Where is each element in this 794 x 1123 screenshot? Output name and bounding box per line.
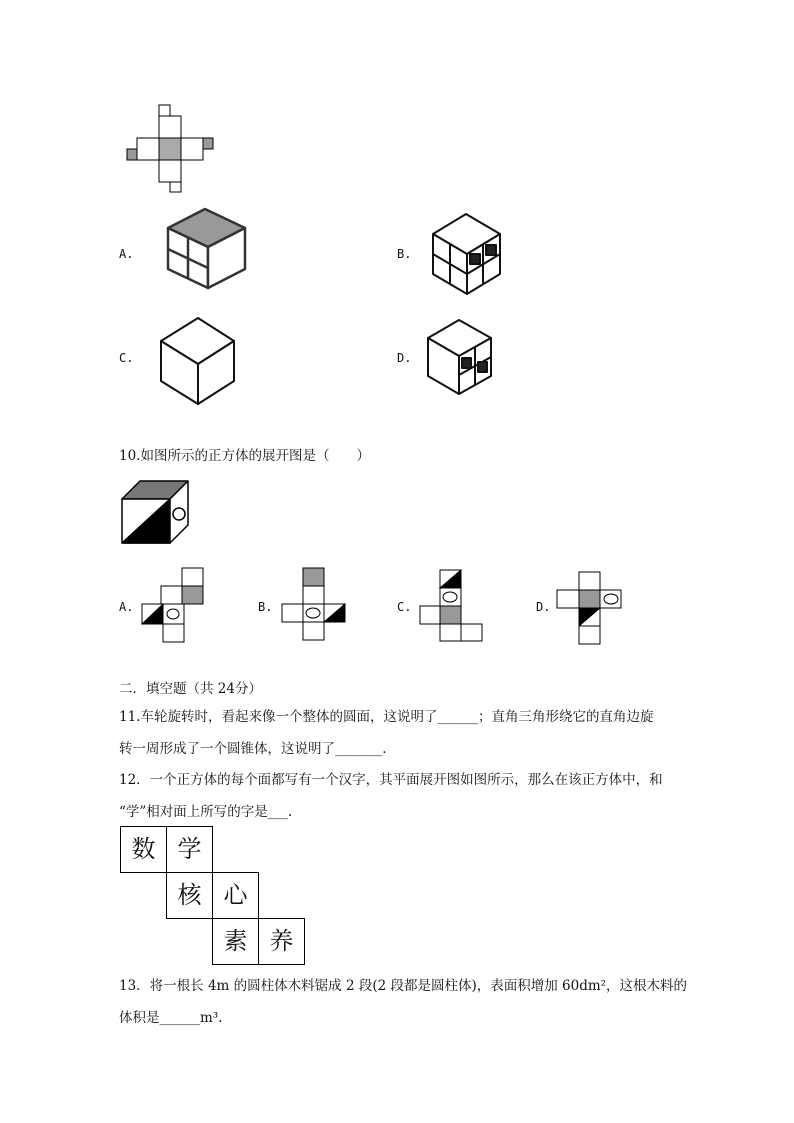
net-cell-xin: 心 bbox=[212, 872, 259, 919]
q12-character-net bbox=[120, 826, 310, 966]
q9-option-a-label[interactable]: A. bbox=[119, 247, 134, 261]
q13-line1: 13．将一根长 4m 的圆柱体木料锯成 2 段(2 段都是圆柱体)，表面积增加 60dm²，这根木料的 bbox=[119, 978, 688, 994]
net-cell-he: 核 bbox=[166, 872, 213, 919]
q10-option-d-label[interactable]: D. bbox=[536, 600, 551, 614]
q10-option-b-label[interactable]: B. bbox=[258, 600, 273, 614]
q10-option-b-net[interactable] bbox=[278, 566, 363, 646]
q9-option-b-cube[interactable] bbox=[430, 212, 525, 297]
q10-option-d-net[interactable] bbox=[555, 570, 650, 650]
q9-option-b-label[interactable]: B. bbox=[397, 247, 412, 261]
q12-line2: “学”相对面上所写的字是___. bbox=[119, 804, 293, 820]
net-cell-yang: 养 bbox=[258, 918, 305, 965]
q13-line2: 体积是______m³. bbox=[119, 1010, 223, 1026]
q9-option-c-label[interactable]: C. bbox=[119, 351, 134, 365]
net-cell-xue: 学 bbox=[166, 826, 213, 873]
q10-option-a-label[interactable]: A. bbox=[119, 600, 134, 614]
net-cell-su: 素 bbox=[212, 918, 259, 965]
q12-line1: 12．一个正方体的每个面都写有一个汉字，其平面展开图如图所示，那么在该正方体中，和 bbox=[119, 772, 663, 788]
q10-cube-figure bbox=[120, 479, 200, 547]
q9-option-d-label[interactable]: D. bbox=[397, 351, 412, 365]
q10-option-c-net[interactable] bbox=[418, 566, 508, 646]
q9-option-a-cube[interactable] bbox=[165, 206, 255, 296]
section-heading: 二．填空题（共 24分） bbox=[119, 681, 262, 697]
q9-option-c-cube[interactable] bbox=[158, 316, 243, 411]
q9-option-d-cube[interactable] bbox=[425, 318, 505, 398]
net-cell-shu: 数 bbox=[120, 826, 167, 873]
q11-line1: 11.车轮旋转时，看起来像一个整体的圆面，这说明了______；直角三角形绕它的直角边旋 bbox=[119, 709, 654, 725]
q9-cube-net bbox=[125, 103, 225, 198]
q10-option-c-label[interactable]: C. bbox=[397, 600, 412, 614]
q11-line2: 转一周形成了一个圆锥体，这说明了_______. bbox=[119, 741, 387, 757]
q10-option-a-net[interactable] bbox=[140, 566, 210, 646]
q10-stem: 10.如图所示的正方体的展开图是（ ） bbox=[119, 448, 370, 464]
